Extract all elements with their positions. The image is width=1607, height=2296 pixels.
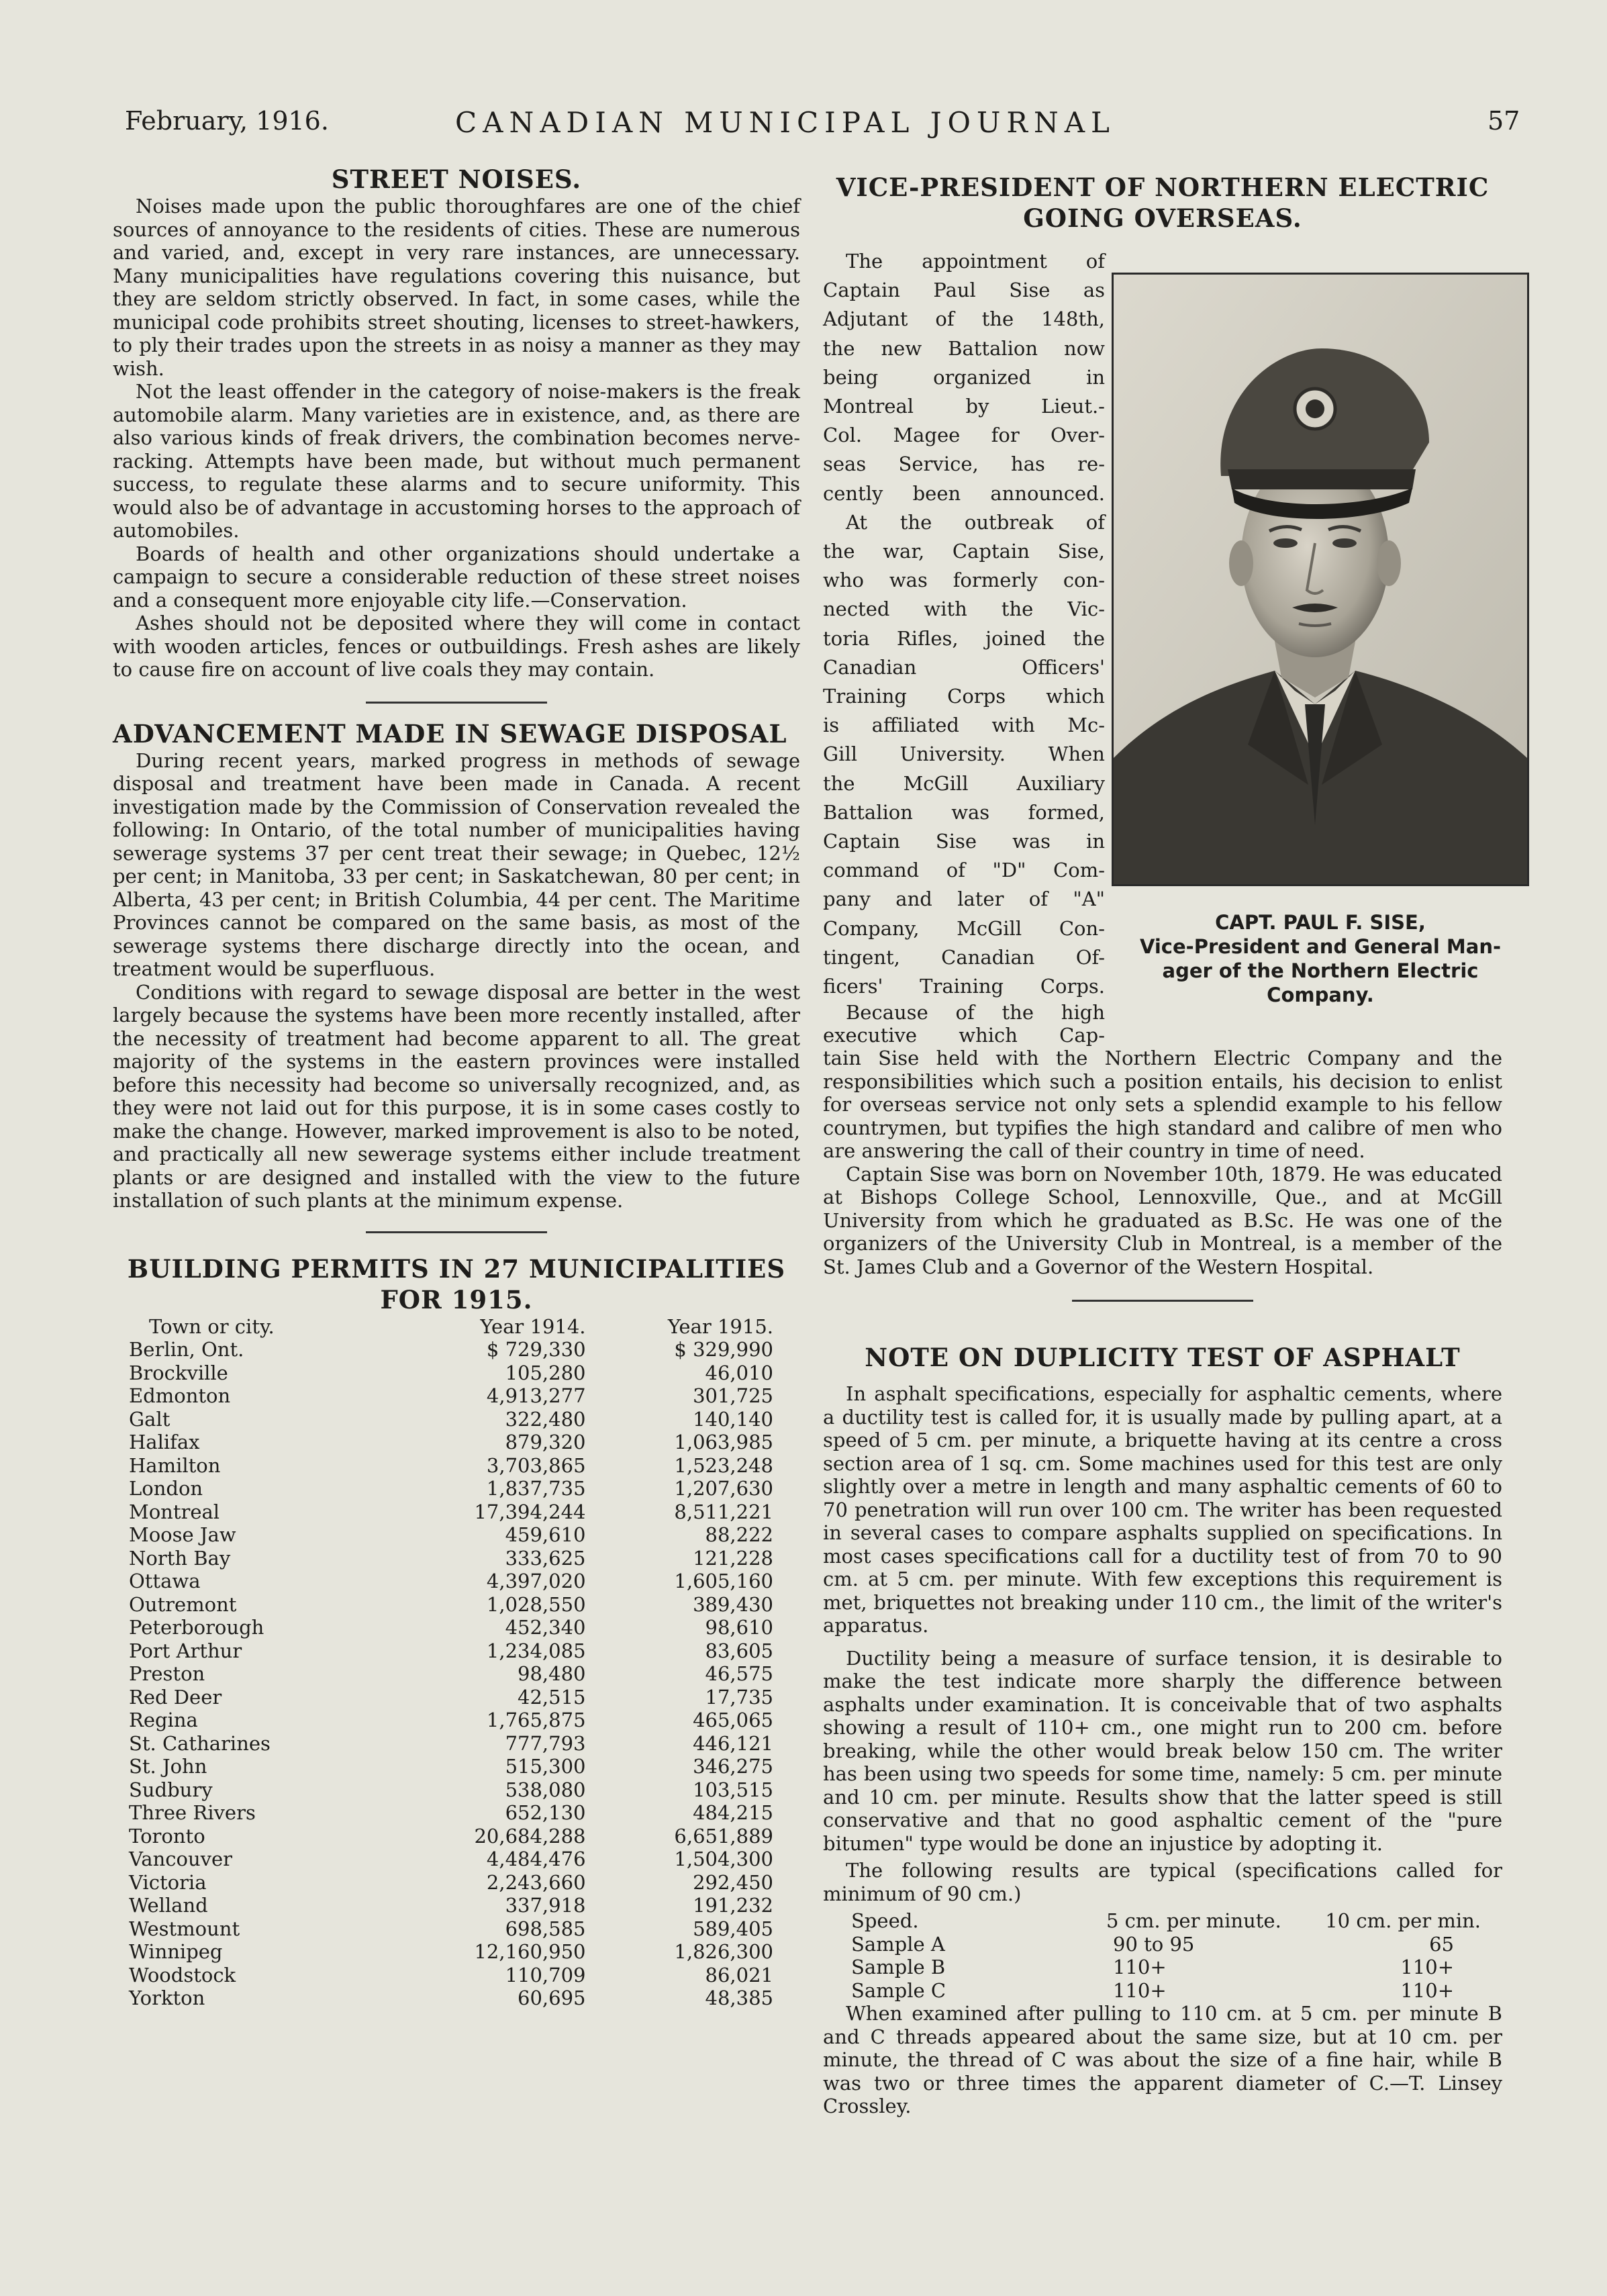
town-name: Toronto — [129, 1824, 205, 1848]
table-row — [129, 1593, 773, 1617]
vp-paragraph-4: Captain Sise was born on November 10th, 1879. He was educated at Bishops College School, Lennoxville, Que., and at McGill University from which he graduated as B.Sc. He was one of the organizers of the University Club in Montreal, is a member of the St. James Club and a Governor of the Western Hospital. — [823, 1162, 1502, 1278]
vp-title-line2: GOING OVERSEAS. — [1023, 203, 1302, 233]
value-1914: 322,480 — [505, 1407, 586, 1431]
town-name: Edmonton — [129, 1384, 231, 1407]
text-line: Battalion was formed, — [823, 800, 1105, 824]
table-row — [129, 1732, 773, 1756]
town-name: Ottawa — [129, 1570, 201, 1592]
town-name: Galt — [129, 1407, 171, 1431]
text-line: command of "D" Com- — [823, 859, 1105, 882]
value-1914: 4,484,476 — [486, 1848, 586, 1870]
sample-name: Sample C — [851, 1978, 946, 2002]
town-name: Preston — [129, 1662, 205, 1685]
caption-name: CAPT. PAUL F. SISE, — [1215, 911, 1426, 934]
value-1915: 446,121 — [693, 1731, 773, 1755]
town-name: London — [129, 1477, 203, 1500]
text-line: ficers' Training Corps. — [823, 975, 1105, 998]
value-1915: 346,275 — [693, 1755, 773, 1778]
town-name: Westmount — [129, 1917, 240, 1940]
value-1915: $ 329,990 — [674, 1338, 773, 1361]
table-row — [129, 1662, 773, 1686]
sewage-paragraph: Conditions with regard to sewage disposal are better in the west largely because the systems have been more recently installed, after the necessity of treatment had become apparent to all. The great majority of the systems in the eastern provinces were installed before this necessity had become so universally recognized, and, as they were not laid out for this purpose, it is in some cases costly to make the change. However, marked improvement is also to be noted, and practically all new sewerage systems either include treatment plants or are designed and installed with the view to the future installation of such plants at the minimum expense. — [113, 980, 800, 1212]
town-name: Regina — [129, 1709, 198, 1731]
table-row — [129, 1431, 773, 1454]
value-1914: 42,515 — [518, 1685, 586, 1709]
permits-header-row — [129, 1315, 773, 1339]
ductility-header-row — [836, 1909, 1481, 1933]
header-date: February, 1916. — [125, 106, 329, 136]
value-5cm: 110+ — [1113, 1978, 1167, 2002]
value-1914: 777,793 — [505, 1731, 586, 1755]
town-name: Welland — [129, 1894, 208, 1917]
text-line: Captain Paul Sise as — [823, 279, 1105, 302]
table-row — [129, 1639, 773, 1663]
town-name: St. Catharines — [129, 1731, 271, 1755]
value-10cm: 65 — [1429, 1932, 1454, 1956]
col-speed: Speed. — [851, 1909, 919, 1933]
value-10cm: 110+ — [1400, 1978, 1454, 2002]
value-1915: 86,021 — [705, 1963, 773, 1987]
text-line: the new Battalion now — [823, 336, 1105, 360]
caption-line: Vice-President and General Man- — [1139, 935, 1502, 958]
value-1914: 515,300 — [505, 1755, 586, 1778]
town-name: Yorkton — [129, 1987, 205, 2009]
permits-table — [129, 1315, 773, 2010]
value-1915: 48,385 — [705, 1987, 773, 2009]
page-number: 57 — [1488, 106, 1520, 136]
value-1914: 337,918 — [505, 1894, 586, 1917]
vp-narrow-text — [823, 247, 1105, 1047]
text-line: The appointment of — [846, 250, 1105, 273]
section-divider — [1072, 1300, 1253, 1302]
value-1914: 538,080 — [505, 1778, 586, 1801]
street-noises-paragraph: Ashes should not be deposited where they will come in contact with wooden articles, fences or outbuildings. Fresh ashes are likely to cause fire on account of live coals they may contain. — [113, 612, 800, 681]
building-permits-article — [113, 1253, 800, 2010]
town-name: Halifax — [129, 1431, 200, 1453]
caption-line: Company. — [1267, 984, 1374, 1006]
value-1914: 3,703,865 — [486, 1453, 586, 1477]
table-row — [836, 1979, 1481, 2003]
table-row — [129, 1801, 773, 1825]
sample-name: Sample B — [851, 1956, 946, 1979]
town-name: Winnipeg — [129, 1940, 223, 1963]
value-1914: 4,397,020 — [486, 1570, 586, 1592]
asphalt-article — [823, 1342, 1502, 2118]
permits-title-line2: FOR 1915. — [380, 1284, 533, 1314]
asphalt-paragraph: In asphalt specifications, especially for asphaltic cements, where a ductility test is called for, it is usually made by pulling apart, at a speed of 5 cm. per minute, a briquette having at its centre a cross section area of 1 sq. cm. Some machines used for this test are only slightly over a metre in length and many asphaltic cements of 60 to 70 penetration will run over 100 cm. The writer has been requested in several cases to compare asphalts supplied on specifications. In most cases specifications call for a ductility test of from 70 to 90 cm. at 5 cm. per minute. With few exceptions this requirement is met, briquettes not breaking under 110 cm., the limit of the writer's apparatus. — [823, 1382, 1502, 1637]
value-1915: 1,063,985 — [674, 1431, 773, 1453]
table-row — [129, 1338, 773, 1361]
table-row — [129, 1894, 773, 1917]
town-name: Brockville — [129, 1361, 228, 1384]
table-row — [129, 1871, 773, 1895]
value-1914: 110,709 — [505, 1963, 586, 1987]
value-1915: 98,610 — [705, 1616, 773, 1639]
text-line: pany and later of "A" — [823, 888, 1105, 911]
portrait-photo — [1112, 273, 1529, 886]
vp-paragraph-1 — [823, 247, 1105, 508]
value-1915: 1,207,630 — [674, 1477, 773, 1500]
value-1914: 17,394,244 — [474, 1500, 586, 1523]
text-line: Captain Sise was in — [823, 830, 1105, 853]
town-name: Port Arthur — [129, 1639, 242, 1662]
table-row — [129, 1755, 773, 1778]
value-1915: 83,605 — [705, 1639, 773, 1662]
town-name: Peterborough — [129, 1616, 264, 1639]
text-line: Training Corps which — [823, 685, 1105, 708]
town-name: Moose Jaw — [129, 1523, 236, 1546]
town-name: Sudbury — [129, 1778, 213, 1801]
street-noises-paragraph: Boards of health and other organizations should undertake a campaign to secure a considerable reduction of these street noises and a consequent more enjoyable city life.—Conservation. — [113, 542, 800, 612]
text-line: the McGill Auxiliary — [823, 771, 1105, 795]
vp-paragraph-3-rest: tain Sise held with the Northern Electric Company and the responsibilities which such a position entails, his decision to enlist for overseas service not only sets a splendid example to his fellow countrymen, but typifies the high standard and calibre of men who are answering the call of their country in time of need. — [823, 1047, 1502, 1163]
portrait-illustration — [1114, 275, 1527, 884]
value-1914: 1,028,550 — [486, 1592, 586, 1616]
col-5cm: 5 cm. per minute. — [1106, 1909, 1281, 1933]
table-row — [129, 1500, 773, 1524]
asphalt-title: NOTE ON DUPLICITY TEST OF ASPHALT — [865, 1343, 1461, 1373]
value-1915: 8,511,221 — [674, 1500, 773, 1523]
value-1915: 1,504,300 — [674, 1848, 773, 1870]
table-row — [129, 1454, 773, 1478]
town-name: Woodstock — [129, 1963, 236, 1987]
town-name: Montreal — [129, 1500, 220, 1523]
text-line: tingent, Canadian Of- — [823, 945, 1105, 969]
town-name: Outremont — [129, 1592, 237, 1616]
text-line: cently been announced. — [823, 481, 1105, 505]
value-1914: 4,913,277 — [486, 1384, 586, 1407]
value-1915: 191,232 — [693, 1894, 773, 1917]
value-1914: 12,160,950 — [474, 1940, 586, 1963]
value-1914: 652,130 — [505, 1801, 586, 1824]
value-1915: 121,228 — [693, 1546, 773, 1570]
table-row — [129, 1709, 773, 1732]
asphalt-paragraph: The following results are typical (specifications called for minimum of 90 cm.) — [823, 1859, 1502, 1905]
table-row — [129, 1361, 773, 1385]
town-name: Vancouver — [129, 1848, 233, 1870]
table-row — [129, 1848, 773, 1871]
value-1914: 452,340 — [505, 1616, 586, 1639]
col-1915: Year 1915. — [667, 1314, 773, 1338]
value-1914: 1,234,085 — [486, 1639, 586, 1662]
vp-paragraph-2 — [823, 508, 1105, 1001]
table-row — [836, 1956, 1481, 1979]
value-10cm: 110+ — [1400, 1956, 1454, 1979]
text-line: Because of the high — [846, 1001, 1105, 1024]
value-1915: 292,450 — [693, 1870, 773, 1894]
table-row — [129, 1408, 773, 1431]
text-line: toria Rifles, joined the — [823, 626, 1105, 650]
town-name: Victoria — [129, 1870, 207, 1894]
table-row — [129, 1917, 773, 1941]
text-line: being organized in — [823, 365, 1105, 389]
value-1915: 46,575 — [705, 1662, 773, 1685]
table-row — [836, 1933, 1481, 1956]
town-name: Berlin, Ont. — [129, 1338, 244, 1361]
permits-body — [129, 1338, 773, 2010]
text-line: nected with the Vic- — [823, 597, 1105, 621]
value-1914: 98,480 — [518, 1662, 586, 1685]
value-1915: 17,735 — [705, 1685, 773, 1709]
value-1915: 140,140 — [693, 1407, 773, 1431]
table-row — [129, 1778, 773, 1802]
section-divider — [366, 1231, 547, 1233]
value-1915: 88,222 — [705, 1523, 773, 1546]
table-row — [129, 1570, 773, 1593]
table-row — [129, 1523, 773, 1547]
text-line: seas Service, has re- — [823, 452, 1105, 476]
sewage-paragraph: During recent years, marked progress in methods of sewage disposal and treatment have been made in Canada. A recent investigation made by the Commission of Conservation revealed the following: In Ontario, of the total number of municipalities having sewerage systems 37 per cent treat their sewage; in Quebec, 12½ per cent; in Manitoba, 33 per cent; in Saskatchewan, 80 per cent; in Alberta, 43 per cent; in British Columbia, 44 per cent. The Maritime Provinces cannot be compared on the same basis, as most of the sewerage systems there discharge directly into the ocean, and treatment would be superfluous. — [113, 749, 800, 980]
value-1914: 459,610 — [505, 1523, 586, 1546]
town-name: Hamilton — [129, 1453, 221, 1477]
text-line: At the outbreak of — [846, 510, 1105, 534]
sewage-article — [113, 718, 800, 1212]
value-1914: 20,684,288 — [474, 1824, 586, 1848]
vp-paragraph-3 — [823, 1001, 1105, 1047]
value-1914: 2,243,660 — [486, 1870, 586, 1894]
table-row — [129, 1987, 773, 2010]
section-divider — [366, 702, 547, 704]
town-name: St. John — [129, 1755, 207, 1778]
value-1915: 589,405 — [693, 1917, 773, 1940]
value-1915: 484,215 — [693, 1801, 773, 1824]
value-1914: 1,837,735 — [486, 1477, 586, 1500]
value-1915: 1,523,248 — [674, 1453, 773, 1477]
value-5cm: 90 to 95 — [1113, 1932, 1195, 1956]
table-row — [129, 1547, 773, 1570]
value-1915: 46,010 — [705, 1361, 773, 1384]
table-row — [129, 1384, 773, 1408]
col-10cm: 10 cm. per min. — [1325, 1909, 1481, 1933]
value-1914: 60,695 — [518, 1987, 586, 2009]
street-noises-title: STREET NOISES. — [331, 164, 582, 194]
value-1915: 1,605,160 — [674, 1570, 773, 1592]
table-row — [129, 1825, 773, 1848]
table-row — [129, 1940, 773, 1964]
col-town: Town or city. — [149, 1314, 275, 1338]
col-1914: Year 1914. — [480, 1314, 586, 1338]
value-1914: 879,320 — [505, 1431, 586, 1453]
asphalt-paragraph: Ductility being a measure of surface tension, it is desirable to make the test indicate more sharply the difference between asphalts under examination. It is conceivable that of two asphalts showing a result of 110+ cm., one might run to 200 cm. before breaking, while the other would break below 150 cm. The writer has been using two speeds for some time, namely: 5 cm. per minute and 10 cm. per minute. Results show that the latter speed is still conservative and that no good asphaltic cement of the "pure bitumen" type would be done an injustice by adopting it. — [823, 1646, 1502, 1855]
text-line: who was formerly con- — [823, 569, 1105, 592]
street-noises-paragraph: Noises made upon the public thoroughfares are one of the chief sources of annoyance to the residents of cities. These are numerous and varied, and, except in very rare instances, are unnecessary. Many municipalities have regulations covering this nuisance, but they are seldom strictly observed. In fact, in some cases, while the municipal code prohibits street shouting, licenses to street-hawkers, to ply their trades upon the streets in as noisy a manner as they may wish. — [113, 195, 800, 380]
text-line: Adjutant of the 148th, — [823, 307, 1105, 331]
text-line: is affiliated with Mc- — [823, 714, 1105, 737]
value-1915: 6,651,889 — [674, 1824, 773, 1848]
town-name: North Bay — [129, 1546, 231, 1570]
value-1914: 698,585 — [505, 1917, 586, 1940]
journal-title: CANADIAN MUNICIPAL JOURNAL — [455, 106, 1116, 139]
value-1914: 1,765,875 — [486, 1709, 586, 1731]
town-name: Three Rivers — [129, 1801, 256, 1824]
permits-title-line1: BUILDING PERMITS IN 27 MUNICIPALITIES — [127, 1253, 786, 1284]
left-column — [113, 164, 800, 2010]
ductility-table — [836, 1909, 1481, 2002]
value-5cm: 110+ — [1113, 1956, 1167, 1979]
value-1915: 465,065 — [693, 1709, 773, 1731]
table-row — [129, 1964, 773, 1987]
text-line: Canadian Officers' — [823, 655, 1105, 679]
sewage-title: ADVANCEMENT MADE IN SEWAGE DISPOSAL — [113, 718, 787, 749]
value-1915: 389,430 — [693, 1592, 773, 1616]
asphalt-closing: When examined after pulling to 110 cm. at 5 cm. per minute B and C threads appeared about the same size, but at 10 cm. per minute, the thread of C was about the size of a fine hair, while B was two or three times the apparent diameter of C.—T. Linsey Crossley. — [823, 2002, 1502, 2118]
text-line: Montreal by Lieut.- — [823, 395, 1105, 418]
text-line: executive which Cap- — [823, 1024, 1105, 1047]
table-row — [129, 1616, 773, 1639]
value-1915: 301,725 — [693, 1384, 773, 1407]
street-noises-paragraph: Not the least offender in the category of noise-makers is the freak automobile alarm. Many varieties are in existence, and, as there are also various kinds of freak drivers, the combination becomes nerve-racking. Attempts have been made, but without much permanent success, to regulate these alarms and to secure uniformity. This would also be of advantage in accustoming horses to the approach of automobiles. — [113, 380, 800, 542]
vp-title-line1: VICE-PRESIDENT OF NORTHERN ELECTRIC — [836, 173, 1490, 202]
street-noises-article — [113, 164, 800, 681]
text-line: Company, McGill Con- — [823, 916, 1105, 940]
ductility-body — [836, 1933, 1481, 2003]
text-line: Col. Magee for Over- — [823, 424, 1105, 447]
text-line: Gill University. When — [823, 743, 1105, 766]
table-row — [129, 1686, 773, 1709]
town-name: Red Deer — [129, 1685, 222, 1709]
table-row — [129, 1477, 773, 1500]
sample-name: Sample A — [851, 1932, 945, 1956]
photo-caption — [1102, 910, 1539, 1007]
value-1914: $ 729,330 — [486, 1338, 586, 1361]
value-1915: 103,515 — [693, 1778, 773, 1801]
value-1914: 105,280 — [505, 1361, 586, 1384]
value-1914: 333,625 — [505, 1546, 586, 1570]
text-line: the war, Captain Sise, — [823, 540, 1105, 563]
caption-line: ager of the Northern Electric — [1162, 959, 1479, 982]
value-1915: 1,826,300 — [674, 1940, 773, 1963]
